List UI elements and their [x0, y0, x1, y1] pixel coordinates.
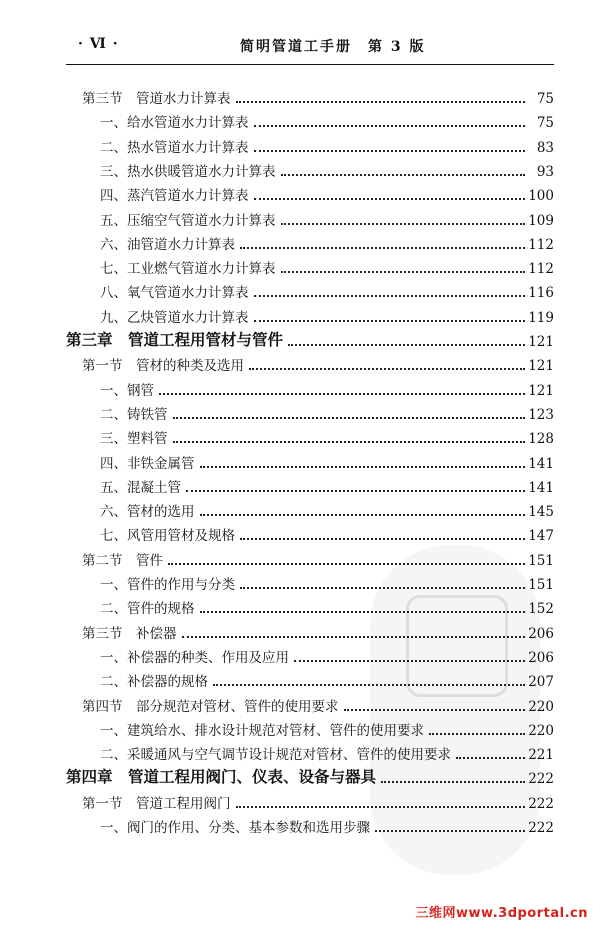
dot-leader	[200, 514, 526, 516]
toc-page-number: 116	[528, 285, 554, 301]
toc-entry-title: 第三节 补偿器	[82, 626, 177, 642]
toc-item-row	[100, 739, 554, 763]
toc-item-row	[100, 156, 554, 180]
toc-page-number: 207	[528, 674, 554, 690]
dot-leader	[281, 174, 526, 176]
toc-page-number: 128	[528, 431, 554, 447]
toc-page-number: 145	[528, 504, 554, 520]
toc-entry-title: 第三章 管道工程用管材与管件	[66, 330, 284, 349]
toc-page-number: 222	[528, 771, 554, 787]
dot-leader	[200, 611, 526, 613]
toc-page-number: 112	[528, 237, 554, 253]
toc-item-row	[100, 448, 554, 472]
toc-item-row	[100, 593, 554, 617]
toc-item-row	[100, 132, 554, 156]
dot-leader	[254, 198, 526, 200]
toc-section-row	[82, 545, 554, 569]
toc-page-number: 83	[536, 140, 554, 156]
toc-entry-title: 五、压缩空气管道水力计算表	[100, 213, 276, 229]
toc-page-number: 206	[528, 650, 554, 666]
toc-item-row	[100, 277, 554, 301]
toc-section-row	[82, 350, 554, 374]
toc-item-row	[100, 229, 554, 253]
toc-item-row	[100, 253, 554, 277]
dot-leader	[159, 393, 525, 395]
toc-entry-title: 一、补偿器的种类、作用及应用	[100, 650, 289, 666]
toc-entry-title: 二、管件的规格	[100, 601, 195, 617]
toc-entry-title: 七、工业燃气管道水力计算表	[100, 261, 276, 277]
toc-section-row	[82, 691, 554, 715]
toc-section-row	[82, 618, 554, 642]
dot-leader	[236, 101, 526, 103]
dot-leader	[173, 417, 526, 419]
toc-entry-title: 六、油管道水力计算表	[100, 237, 235, 253]
toc-item-row	[100, 399, 554, 423]
toc-section-row	[82, 83, 554, 107]
toc-item-row	[100, 302, 554, 326]
toc-page-number: 141	[528, 480, 554, 496]
toc-page-number: 112	[528, 261, 554, 277]
toc-item-row	[100, 569, 554, 593]
dot-leader	[456, 757, 525, 759]
page-header	[0, 36, 600, 56]
dot-leader	[288, 344, 525, 346]
toc-entry-title: 二、热水管道水力计算表	[100, 140, 249, 156]
toc-page-number: 222	[528, 796, 554, 812]
toc-page-number: 147	[528, 528, 554, 544]
toc-item-row	[100, 423, 554, 447]
dot-leader	[281, 223, 526, 225]
toc-item-row	[100, 812, 554, 836]
toc-page-number: 152	[528, 601, 554, 617]
toc-page-number: 75	[536, 91, 554, 107]
dot-leader	[375, 830, 525, 832]
dot-leader	[236, 806, 526, 808]
dot-leader	[254, 150, 526, 152]
toc-chapter-row	[66, 326, 554, 350]
toc-entry-title: 三、塑料管	[100, 431, 168, 447]
toc-page-number: 220	[528, 699, 554, 715]
toc-entry-title: 第三节 管道水力计算表	[82, 91, 231, 107]
toc-entry-title: 第四节 部分规范对管材、管件的使用要求	[82, 699, 339, 715]
toc-page-number: 151	[528, 577, 554, 593]
toc-page-number: 121	[528, 334, 554, 350]
toc-entry-title: 二、铸铁管	[100, 407, 168, 423]
toc-section-row	[82, 788, 554, 812]
toc-page-number: 121	[528, 358, 554, 374]
toc-entry-title: 七、风管用管材及规格	[100, 528, 235, 544]
toc-page-number: 121	[528, 383, 554, 399]
toc-entry-title: 第四章 管道工程用阀门、仪表、设备与器具	[66, 767, 377, 786]
toc-entry-title: 一、钢管	[100, 383, 154, 399]
dot-leader	[294, 660, 525, 662]
toc-page-number: 151	[528, 553, 554, 569]
toc-item-row	[100, 520, 554, 544]
toc-page-number: 75	[536, 115, 554, 131]
toc-entry-title: 第一节 管道工程用阀门	[82, 796, 231, 812]
toc-entry-title: 三、热水供暖管道水力计算表	[100, 164, 276, 180]
toc-entry-title: 一、给水管道水力计算表	[100, 115, 249, 131]
toc-page-number: 119	[528, 310, 554, 326]
dot-leader	[200, 466, 526, 468]
toc-item-row	[100, 642, 554, 666]
toc-chapter-row	[66, 763, 554, 787]
toc-item-row	[100, 107, 554, 131]
toc-page-number: 100	[528, 188, 554, 204]
toc-item-row	[100, 472, 554, 496]
toc-page-number: 109	[528, 213, 554, 229]
book-title: 简明管道工手册 第 3 版	[240, 39, 426, 55]
toc-entry-title: 第一节 管材的种类及选用	[82, 358, 244, 374]
toc-entry-title: 二、采暖通风与空气调节设计规范对管材、管件的使用要求	[100, 747, 451, 763]
dot-leader	[254, 125, 526, 127]
toc-item-row	[100, 375, 554, 399]
toc-entry-title: 二、补偿器的规格	[100, 674, 208, 690]
dot-leader	[429, 733, 525, 735]
dot-leader	[213, 684, 525, 686]
toc-item-row	[100, 496, 554, 520]
header-rule	[66, 64, 554, 65]
toc-entry-title: 五、混凝土管	[100, 480, 181, 496]
toc-entry-title: 八、氧气管道水力计算表	[100, 285, 249, 301]
dot-leader	[344, 709, 526, 711]
toc-entry-title: 一、阀门的作用、分类、基本参数和选用步骤	[100, 820, 370, 836]
toc-item-row	[100, 180, 554, 204]
toc-entry-title: 九、乙炔管道水力计算表	[100, 310, 249, 326]
dot-leader	[240, 587, 525, 589]
toc-page-number: 221	[528, 747, 554, 763]
toc-entry-title: 四、非铁金属管	[100, 456, 195, 472]
toc-page-number: 123	[528, 407, 554, 423]
dot-leader	[173, 441, 526, 443]
toc-page-number: 222	[528, 820, 554, 836]
toc-item-row	[100, 205, 554, 229]
toc-item-row	[100, 715, 554, 739]
dot-leader	[240, 538, 525, 540]
dot-leader	[281, 271, 526, 273]
toc-page-number: 220	[528, 723, 554, 739]
toc-entry-title: 六、管材的选用	[100, 504, 195, 520]
toc-entry-title: 四、蒸汽管道水力计算表	[100, 188, 249, 204]
dot-leader	[254, 295, 526, 297]
dot-leader	[249, 368, 525, 370]
dot-leader	[240, 247, 525, 249]
toc-page-number: 141	[528, 456, 554, 472]
toc-entry-title: 一、管件的作用与分类	[100, 577, 235, 593]
toc-entry-title: 一、建筑给水、排水设计规范对管材、管件的使用要求	[100, 723, 424, 739]
toc-entry-title: 第二节 管件	[82, 553, 163, 569]
dot-leader	[381, 781, 525, 783]
toc-item-row	[100, 666, 554, 690]
dot-leader	[168, 563, 525, 565]
page-number: · Ⅵ ·	[78, 36, 119, 52]
toc-page-number: 93	[536, 164, 554, 180]
toc-page-number: 206	[528, 626, 554, 642]
dot-leader	[254, 320, 526, 322]
dot-leader	[182, 636, 526, 638]
site-watermark: 三维网www.3dportal.cn	[415, 906, 588, 921]
dot-leader	[186, 490, 525, 492]
